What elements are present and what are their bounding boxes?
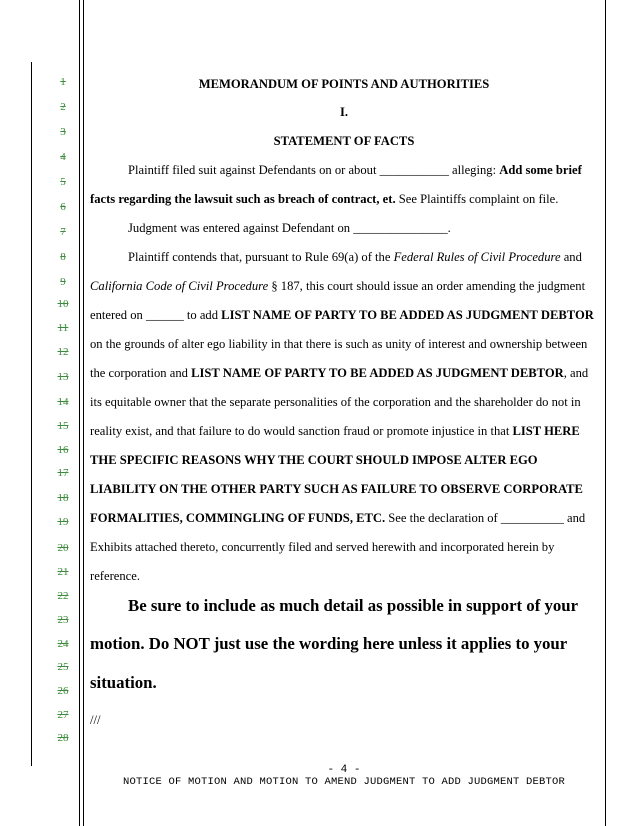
paragraph-line — [90, 249, 636, 265]
line-number: 16 — [57, 444, 69, 456]
line-number: 1 — [60, 76, 66, 88]
date-blank: _______________ — [353, 221, 448, 235]
paragraph-line: THE SPECIFIC REASONS WHY THE COURT SHOULD IMPOSE ALTER EGO — [90, 453, 538, 467]
line-number: 2 — [60, 101, 66, 113]
line-number: 18 — [57, 492, 69, 504]
line-number: 5 — [60, 176, 66, 188]
text: § 187, this court should issue an order amending the judgment — [268, 279, 586, 293]
text: to add — [183, 308, 222, 322]
page-number: - 4 - — [327, 764, 361, 776]
line-number: 8 — [60, 251, 66, 263]
footer-document-title: NOTICE OF MOTION AND MOTION TO AMEND JUDGMENT TO ADD JUDGMENT DEBTOR — [122, 776, 566, 788]
paragraph-line — [90, 307, 598, 323]
text: See the declaration of — [385, 511, 501, 525]
text: , and — [563, 366, 589, 380]
paragraph-line — [90, 365, 598, 381]
instruction-text: FORMALITIES, COMMINGLING OF FUNDS, ETC. — [90, 511, 386, 525]
paragraph-line: its equitable owner that the separate personalities of the corporation and the shareholder do not in — [90, 395, 581, 409]
text: reality exist, and that failure to do would sanction fraud or promote injustice in that — [90, 424, 513, 438]
text: and — [560, 250, 582, 264]
instruction-note-line: situation. — [90, 673, 157, 692]
line-number: 4 — [60, 151, 66, 163]
continuation-mark: /// — [90, 713, 101, 727]
line-number: 20 — [57, 542, 69, 554]
left-margin-rule-2 — [83, 0, 84, 826]
right-margin-rule — [605, 0, 606, 826]
paragraph-line: on the grounds of alter ego liability in that there is such as unity of interest and ownership between — [90, 337, 588, 351]
instruction-text: Add some brief — [499, 163, 582, 177]
text: alleging: — [448, 163, 500, 177]
line-number: 15 — [57, 420, 69, 432]
document-body — [90, 0, 598, 760]
instruction-text: facts regarding the lawsuit such as breach of contract, et. — [90, 192, 396, 206]
instruction-note-line: Be sure to include as much detail as possible in support of your — [128, 596, 579, 615]
line-number: 21 — [57, 566, 69, 578]
section-number: I. — [339, 105, 349, 119]
line-number: 10 — [57, 298, 69, 310]
instruction-note-line: motion. Do NOT just use the wording here unless it applies to your — [90, 634, 568, 653]
paragraph-line: reference. — [90, 569, 140, 583]
line-number: 3 — [60, 126, 66, 138]
instruction-text: LIST NAME OF PARTY TO BE ADDED AS JUDGMENT DEBTOR — [191, 366, 564, 380]
paragraph-line — [90, 423, 598, 439]
line-number: 24 — [57, 638, 69, 650]
section-title: STATEMENT OF FACTS — [273, 134, 415, 148]
citation: Federal Rules of Civil Procedure — [393, 250, 561, 264]
text: and — [563, 511, 586, 525]
date-blank: ______ — [145, 308, 184, 322]
text: entered on — [90, 308, 146, 322]
line-number: 19 — [57, 516, 69, 528]
date-blank: ___________ — [379, 163, 449, 177]
left-margin-rule-outer — [31, 62, 32, 766]
instruction-text: LIST NAME OF PARTY TO BE ADDED AS JUDGMENT DEBTOR — [221, 308, 594, 322]
paragraph-line — [90, 510, 598, 526]
text: Plaintiff filed suit against Defendants on or about — [128, 163, 380, 177]
line-number: 6 — [60, 201, 66, 213]
paragraph-line — [90, 278, 598, 294]
line-number: 12 — [57, 346, 69, 358]
memorandum-heading: MEMORANDUM OF POINTS AND AUTHORITIES — [198, 77, 490, 91]
paragraph-line: Exhibits attached thereto, concurrently filed and served herewith and incorporated herein by — [90, 540, 555, 554]
paragraph-line — [90, 191, 598, 207]
name-blank: __________ — [500, 511, 564, 525]
left-margin-rule-1 — [79, 0, 80, 826]
text: the corporation and — [90, 366, 192, 380]
text: Plaintiff contends that, pursuant to Rule 69(a) of the — [128, 250, 394, 264]
text: . — [447, 221, 451, 235]
line-number: 17 — [57, 467, 69, 479]
line-number: 27 — [57, 709, 69, 721]
paragraph-line — [90, 162, 636, 178]
line-number: 28 — [57, 732, 69, 744]
paragraph-line — [90, 220, 636, 236]
text: Judgment was entered against Defendant on — [128, 221, 354, 235]
line-number: 26 — [57, 685, 69, 697]
line-number: 22 — [57, 590, 69, 602]
citation: California Code of Civil Procedure — [90, 279, 269, 293]
line-number: 7 — [60, 226, 66, 238]
text: See Plaintiffs complaint on file. — [395, 192, 559, 206]
line-number: 9 — [60, 276, 66, 288]
line-number: 25 — [57, 661, 69, 673]
paragraph-line: LIABILITY ON THE OTHER PARTY SUCH AS FAILURE TO OBSERVE CORPORATE — [90, 482, 583, 496]
line-number: 13 — [57, 371, 69, 383]
line-number: 11 — [57, 322, 69, 334]
instruction-text: LIST HERE — [512, 424, 580, 438]
line-number: 23 — [57, 614, 69, 626]
line-number: 14 — [57, 396, 69, 408]
